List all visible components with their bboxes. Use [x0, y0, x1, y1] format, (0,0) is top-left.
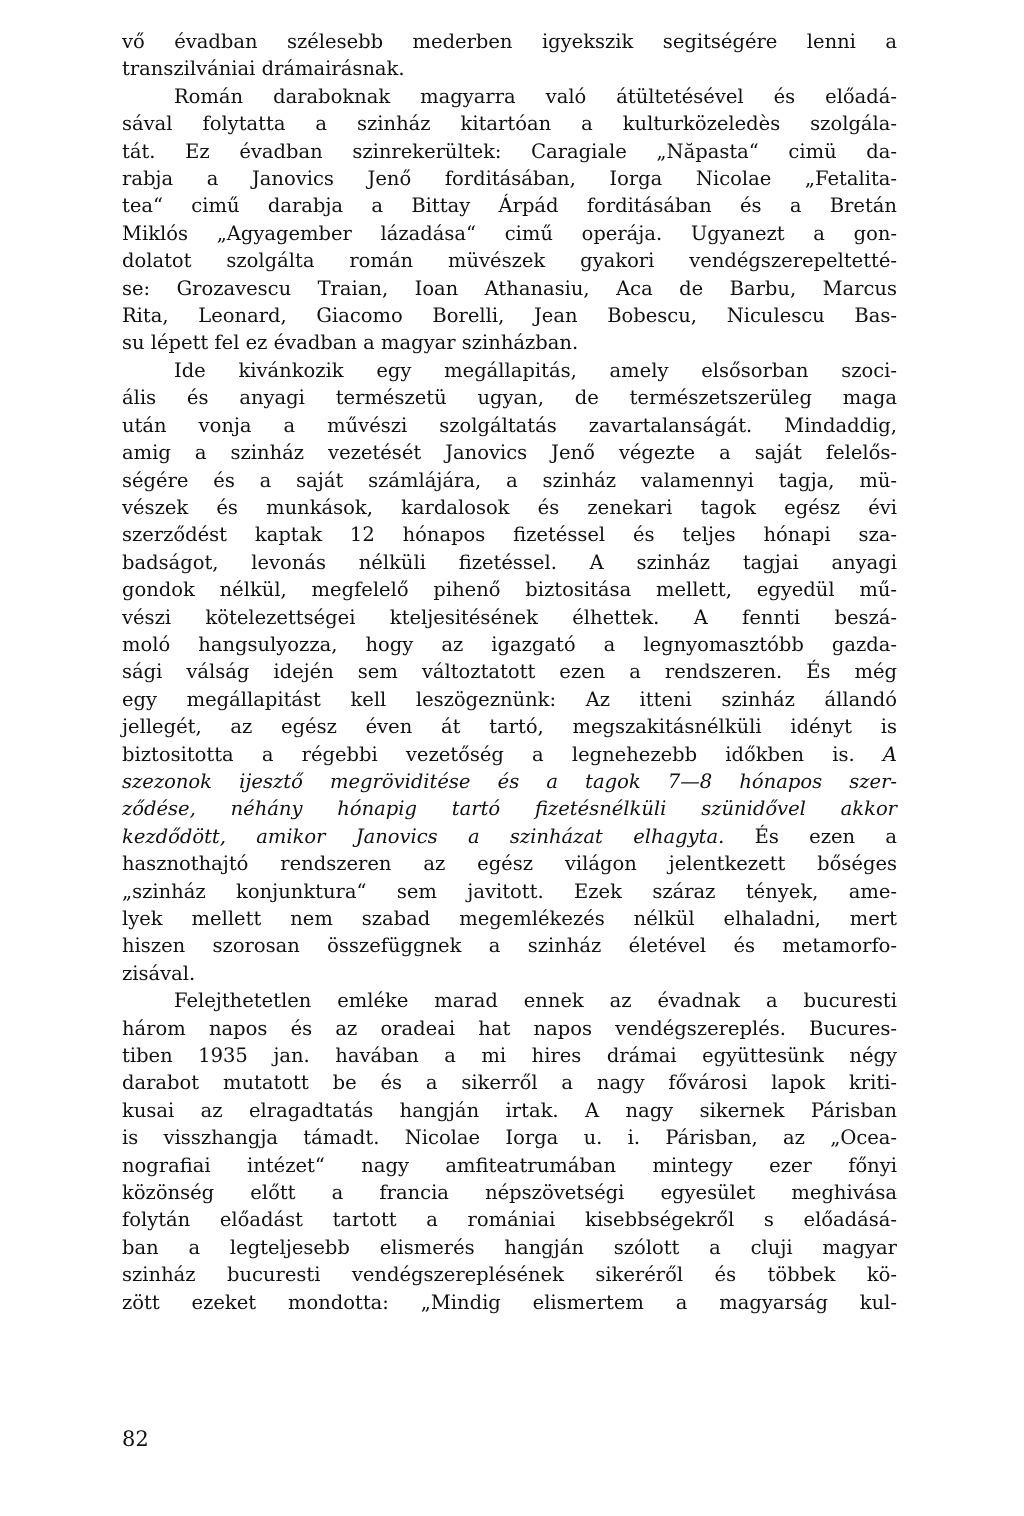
text-line: gondok nélkül, megfelelő pihenő biztositása mellett, egyedül mű-: [122, 578, 897, 602]
text-run: biztositotta a régebbi vezetőség a legnehezebb időkben is.: [122, 742, 855, 766]
text-line: nografiai intézet“ nagy amfiteatrumában mintegy ezer főnyi: [122, 1153, 897, 1177]
italic-run: kezdődött, amikor Janovics a szinházat elhagyta.: [122, 824, 725, 848]
text-line: transzilvániai drámairásnak.: [122, 57, 405, 81]
text-line: amig a szinház vezetését Janovics Jenő végezte a saját felelős-: [122, 441, 897, 465]
text-line: tiben 1935 jan. havában a mi hires drámai együttesünk négy: [122, 1044, 897, 1068]
text-line: su lépett fel ez évadban a magyar szinházban.: [122, 331, 579, 355]
text-line: Román daraboknak magyarra való átültetésével és előadá-: [174, 84, 897, 108]
text-line: közönség előtt a francia népszövetségi egyesület meghivása: [122, 1181, 897, 1205]
text-line: egy megállapitást kell leszögeznünk: Az itteni szinház állandó: [122, 687, 897, 711]
page-body: [122, 28, 897, 1316]
text-line: se: Grozavescu Traian, Ioan Athanasiu, Aca de Barbu, Marcus: [122, 276, 897, 300]
text-line: kusai az elragadtatás hangján irtak. A nagy sikernek Párisban: [122, 1098, 897, 1122]
text-line: sával folytatta a szinház kitartóan a kulturközeledès szolgála-: [122, 112, 897, 136]
text-line: hiszen szorosan összefüggnek a szinház életével és metamorfo-: [122, 934, 897, 958]
text-line: is visszhangja támadt. Nicolae Iorga u. i. Párisban, az „Ocea-: [122, 1126, 897, 1150]
text-line: tea“ cimű darabja a Bittay Árpád forditásában és a Bretán: [122, 194, 897, 218]
italic-line: [122, 795, 897, 822]
text-line: sági válság idején sem változtatott ezen a rendszeren. És még: [122, 660, 897, 684]
text-line: folytán előadást tartott a romániai kisebbségekről s előadásá-: [122, 1208, 897, 1232]
text-line: Rita, Leonard, Giacomo Borelli, Jean Bobescu, Niculescu Bas-: [122, 304, 897, 328]
text-line: „szinház konjunktura“ sem javitott. Ezek száraz tények, ame-: [122, 879, 897, 903]
text-line: moló hangsulyozza, hogy az igazgató a legnyomasztóbb gazda-: [122, 632, 897, 656]
italic-run: A: [854, 742, 897, 766]
paragraph-2: [122, 83, 897, 357]
text-line: vészek és munkások, kardalosok és zenekari tagok egész évi: [122, 495, 897, 519]
text-line: ális és anyagi természetü ugyan, de természetszerüleg maga: [122, 386, 897, 410]
text-run: És ezen a: [724, 824, 897, 848]
text-line: hasznothajtó rendszeren az egész világon jelentkezett bőséges: [122, 852, 897, 876]
text-line: badságot, levonás nélküli fizetéssel. A szinház tagjai anyagi: [122, 550, 897, 574]
text-line: Ide kivánkozik egy megállapitás, amely elsősorban szoci-: [174, 358, 897, 382]
text-line: Felejthetetlen emléke marad ennek az évadnak a bucuresti: [174, 989, 897, 1013]
text-line: rabja a Janovics Jenő forditásában, Iorga Nicolae „Fetalita-: [122, 167, 897, 191]
text-line: lyek mellett nem szabad megemlékezés nélkül elhaladni, mert: [122, 907, 897, 930]
page-number: 82: [122, 1427, 149, 1451]
text-line: után vonja a művészi szolgáltatás zavartalanságát. Mindaddig,: [122, 413, 897, 437]
italic-line: [122, 768, 897, 795]
text-line: szinház bucuresti vendégszereplésének sikeréről és többek kö-: [122, 1263, 897, 1287]
text-line: vő évadban szélesebb mederben igyekszik segitségére lenni a: [122, 30, 897, 53]
text-line: ban a legteljesebb elismerés hangján szólott a cluji magyar: [122, 1235, 897, 1259]
paragraph-4: [122, 987, 897, 1316]
text-line: szerződést kaptak 12 hónapos fizetéssel és teljes hónapi sza-: [122, 523, 897, 547]
italic-run: szezonok ijesztő megröviditése és a tagok 7—8 hónapos szer-: [122, 769, 897, 793]
text-line: [122, 741, 897, 768]
text-line: [122, 823, 897, 850]
text-line: három napos és az oradeai hat napos vendégszereplés. Bucures-: [122, 1016, 897, 1040]
text-line: zisával.: [122, 961, 196, 985]
text-line: Miklós „Agyagember lázadása“ cimű operája. Ugyanezt a gon-: [122, 221, 897, 245]
paragraph-1: [122, 28, 897, 83]
italic-run: ződése, néhány hónapig tartó fizetésnélküli szünidővel akkor: [122, 797, 897, 821]
paragraph-3: [122, 357, 897, 987]
text-line: ségére és a saját számlájára, a szinház valamennyi tagja, mü-: [122, 468, 897, 492]
text-line: dolatot szolgálta román müvészek gyakori vendégszerepeltetté-: [122, 249, 897, 273]
text-line: tát. Ez évadban szinrekerültek: Caragiale „Năpasta“ cimü da-: [122, 139, 897, 163]
text-line: zött ezeket mondotta: „Mindig elismertem a magyarság kul-: [122, 1290, 897, 1314]
text-line: jellegét, az egész éven át tartó, megszakitásnélküli idényt is: [122, 715, 897, 739]
text-line: darabot mutatott be és a sikerről a nagy fővárosi lapok kriti-: [122, 1071, 897, 1095]
text-line: vészi kötelezettségei kteljesitésének élhettek. A fennti beszá-: [122, 605, 897, 629]
